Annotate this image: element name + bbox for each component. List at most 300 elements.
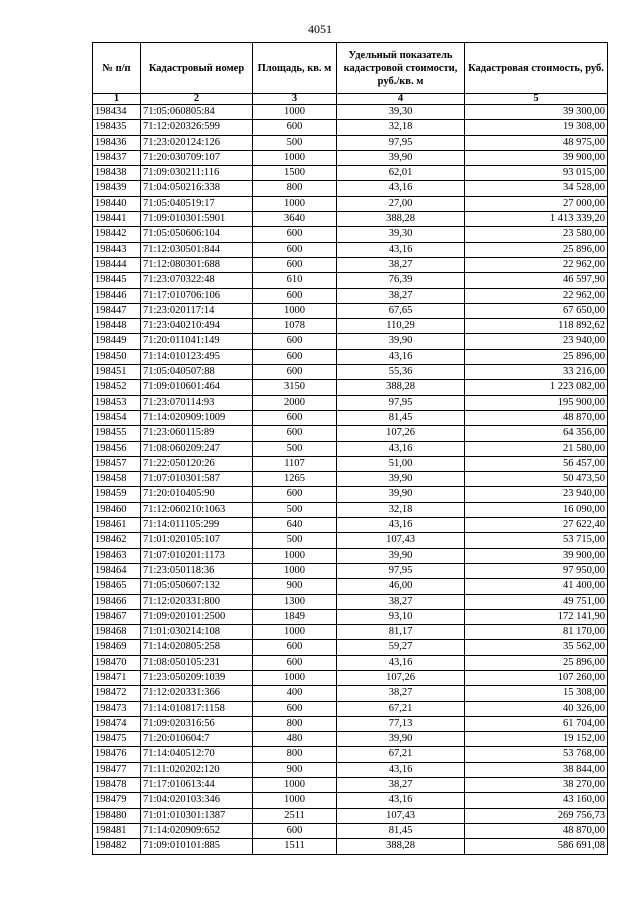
unit-value-cell: 39,30 — [337, 227, 465, 242]
cadastral-value-cell: 19 308,00 — [465, 120, 608, 135]
table-row — [93, 823, 608, 838]
unit-value-cell: 107,26 — [337, 426, 465, 441]
cadastral-value-cell: 23 940,00 — [465, 334, 608, 349]
cadastral-value-cell: 38 844,00 — [465, 762, 608, 777]
area-cell: 1500 — [253, 166, 337, 181]
row-number-cell: 198436 — [93, 135, 141, 150]
unit-value-cell: 39,90 — [337, 150, 465, 165]
table-row — [93, 701, 608, 716]
area-cell: 1300 — [253, 594, 337, 609]
row-number-cell: 198445 — [93, 273, 141, 288]
table-row — [93, 655, 608, 670]
area-cell: 600 — [253, 640, 337, 655]
cadastral-value-cell: 81 170,00 — [465, 625, 608, 640]
table-row — [93, 747, 608, 762]
table-row — [93, 365, 608, 380]
table-row — [93, 670, 608, 685]
table-row — [93, 762, 608, 777]
row-number-cell: 198477 — [93, 762, 141, 777]
row-number-cell: 198443 — [93, 242, 141, 257]
cadastral-number-cell: 71:12:020326:599 — [141, 120, 253, 135]
cadastral-number-cell: 71:20:011041:149 — [141, 334, 253, 349]
cadastral-value-cell: 40 326,00 — [465, 701, 608, 716]
table-row — [93, 548, 608, 563]
row-number-cell: 198461 — [93, 518, 141, 533]
cadastral-number-cell: 71:05:040507:88 — [141, 365, 253, 380]
table-row — [93, 181, 608, 196]
area-cell: 1000 — [253, 670, 337, 685]
table-row — [93, 502, 608, 517]
row-number-cell: 198448 — [93, 319, 141, 334]
cadastral-value-cell: 61 704,00 — [465, 716, 608, 731]
cadastral-value-cell: 23 580,00 — [465, 227, 608, 242]
cadastral-number-cell: 71:09:030211:116 — [141, 166, 253, 181]
row-number-cell: 198482 — [93, 839, 141, 854]
table-body — [93, 105, 608, 855]
cadastral-value-cell: 27 000,00 — [465, 196, 608, 211]
unit-value-cell: 43,16 — [337, 181, 465, 196]
area-cell: 800 — [253, 747, 337, 762]
cadastral-number-cell: 71:23:060115:89 — [141, 426, 253, 441]
cadastral-number-cell: 71:14:011105:299 — [141, 518, 253, 533]
page-number: 4051 — [308, 22, 332, 36]
table-row — [93, 487, 608, 502]
cadastral-number-cell: 71:20:010405:90 — [141, 487, 253, 502]
row-number-cell: 198466 — [93, 594, 141, 609]
unit-value-cell: 55,36 — [337, 365, 465, 380]
area-cell: 400 — [253, 686, 337, 701]
unit-value-cell: 43,16 — [337, 518, 465, 533]
cadastral-value-cell: 38 270,00 — [465, 778, 608, 793]
area-cell: 600 — [253, 257, 337, 272]
cadastral-number-cell: 71:04:050216:338 — [141, 181, 253, 196]
unit-value-cell: 81,17 — [337, 625, 465, 640]
row-number-cell: 198462 — [93, 533, 141, 548]
cadastral-number-cell: 71:08:060209:247 — [141, 441, 253, 456]
cadastral-number-cell: 71:01:020105:107 — [141, 533, 253, 548]
column-number: 2 — [141, 94, 253, 105]
unit-value-cell: 67,21 — [337, 747, 465, 762]
row-number-cell: 198471 — [93, 670, 141, 685]
table-row — [93, 227, 608, 242]
row-number-cell: 198460 — [93, 502, 141, 517]
unit-value-cell: 97,95 — [337, 395, 465, 410]
cadastral-value-cell: 43 160,00 — [465, 793, 608, 808]
cadastral-value-cell: 35 562,00 — [465, 640, 608, 655]
row-number-cell: 198457 — [93, 456, 141, 471]
cadastral-value-cell: 25 896,00 — [465, 655, 608, 670]
row-number-cell: 198467 — [93, 609, 141, 624]
cadastral-number-cell: 71:23:050118:36 — [141, 563, 253, 578]
cadastral-value-cell: 15 308,00 — [465, 686, 608, 701]
area-cell: 640 — [253, 518, 337, 533]
cadastral-value-cell: 93 015,00 — [465, 166, 608, 181]
cadastral-number-cell: 71:23:040210:494 — [141, 319, 253, 334]
area-cell: 1000 — [253, 778, 337, 793]
cadastral-number-cell: 71:14:020909:1009 — [141, 410, 253, 425]
area-cell: 2000 — [253, 395, 337, 410]
row-number-cell: 198475 — [93, 732, 141, 747]
cadastral-number-cell: 71:05:050607:132 — [141, 579, 253, 594]
row-number-cell: 198468 — [93, 625, 141, 640]
cadastral-value-cell: 118 892,62 — [465, 319, 608, 334]
cadastral-value-cell: 48 975,00 — [465, 135, 608, 150]
row-number-cell: 198435 — [93, 120, 141, 135]
table-row — [93, 625, 608, 640]
table-row — [93, 105, 608, 120]
row-number-cell: 198469 — [93, 640, 141, 655]
cadastral-number-cell: 71:23:070322:48 — [141, 273, 253, 288]
cadastral-value-cell: 22 962,00 — [465, 288, 608, 303]
header-row — [93, 43, 608, 94]
cadastral-number-cell: 71:23:020117:14 — [141, 303, 253, 318]
cadastral-value-cell: 64 356,00 — [465, 426, 608, 441]
column-number-row — [93, 94, 608, 105]
area-cell: 2511 — [253, 808, 337, 823]
column-number: 4 — [337, 94, 465, 105]
area-cell: 1000 — [253, 793, 337, 808]
area-cell: 600 — [253, 655, 337, 670]
unit-value-cell: 39,90 — [337, 548, 465, 563]
cadastral-value-cell: 195 900,00 — [465, 395, 608, 410]
row-number-cell: 198459 — [93, 487, 141, 502]
table-row — [93, 196, 608, 211]
cadastral-value-cell: 53 768,00 — [465, 747, 608, 762]
cadastral-value-cell: 107 260,00 — [465, 670, 608, 685]
row-number-cell: 198470 — [93, 655, 141, 670]
cadastral-value-cell: 25 896,00 — [465, 349, 608, 364]
table-row — [93, 120, 608, 135]
unit-value-cell: 32,18 — [337, 120, 465, 135]
table-row — [93, 380, 608, 395]
cadastral-number-cell: 71:08:050105:231 — [141, 655, 253, 670]
row-number-cell: 198452 — [93, 380, 141, 395]
header-unit-value: Удельный показатель кадастровой стоимости, руб./кв. м — [337, 43, 465, 94]
row-number-cell: 198437 — [93, 150, 141, 165]
cadastral-number-cell: 71:05:040519:17 — [141, 196, 253, 211]
cadastral-value-cell: 48 870,00 — [465, 823, 608, 838]
area-cell: 600 — [253, 823, 337, 838]
unit-value-cell: 388,28 — [337, 212, 465, 227]
row-number-cell: 198481 — [93, 823, 141, 838]
unit-value-cell: 51,00 — [337, 456, 465, 471]
table-row — [93, 257, 608, 272]
row-number-cell: 198440 — [93, 196, 141, 211]
area-cell: 1849 — [253, 609, 337, 624]
row-number-cell: 198456 — [93, 441, 141, 456]
unit-value-cell: 43,16 — [337, 655, 465, 670]
cadastral-number-cell: 71:20:010604:7 — [141, 732, 253, 747]
area-cell: 610 — [253, 273, 337, 288]
table-row — [93, 441, 608, 456]
unit-value-cell: 93,10 — [337, 609, 465, 624]
table-row — [93, 609, 608, 624]
area-cell: 600 — [253, 120, 337, 135]
cadastral-number-cell: 71:11:020202:120 — [141, 762, 253, 777]
area-cell: 600 — [253, 487, 337, 502]
area-cell: 500 — [253, 441, 337, 456]
unit-value-cell: 43,16 — [337, 441, 465, 456]
cadastral-number-cell: 71:12:080301:688 — [141, 257, 253, 272]
area-cell: 3150 — [253, 380, 337, 395]
unit-value-cell: 97,95 — [337, 135, 465, 150]
area-cell: 1000 — [253, 196, 337, 211]
unit-value-cell: 39,90 — [337, 487, 465, 502]
area-cell: 1000 — [253, 303, 337, 318]
row-number-cell: 198478 — [93, 778, 141, 793]
table-row — [93, 426, 608, 441]
unit-value-cell: 110,29 — [337, 319, 465, 334]
row-number-cell: 198472 — [93, 686, 141, 701]
unit-value-cell: 107,43 — [337, 808, 465, 823]
area-cell: 600 — [253, 227, 337, 242]
unit-value-cell: 107,43 — [337, 533, 465, 548]
unit-value-cell: 43,16 — [337, 793, 465, 808]
area-cell: 900 — [253, 762, 337, 777]
area-cell: 800 — [253, 181, 337, 196]
row-number-cell: 198434 — [93, 105, 141, 120]
row-number-cell: 198458 — [93, 472, 141, 487]
table-row — [93, 410, 608, 425]
unit-value-cell: 39,90 — [337, 472, 465, 487]
cadastral-number-cell: 71:09:010101:885 — [141, 839, 253, 854]
table-row — [93, 778, 608, 793]
table-row — [93, 150, 608, 165]
row-number-cell: 198447 — [93, 303, 141, 318]
cadastral-number-cell: 71:12:020331:366 — [141, 686, 253, 701]
unit-value-cell: 97,95 — [337, 563, 465, 578]
row-number-cell: 198463 — [93, 548, 141, 563]
unit-value-cell: 62,01 — [337, 166, 465, 181]
unit-value-cell: 32,18 — [337, 502, 465, 517]
cadastral-number-cell: 71:05:050606:104 — [141, 227, 253, 242]
unit-value-cell: 67,21 — [337, 701, 465, 716]
table-row — [93, 686, 608, 701]
unit-value-cell: 38,27 — [337, 288, 465, 303]
cadastral-number-cell: 71:12:020331:800 — [141, 594, 253, 609]
cadastral-number-cell: 71:23:070114:93 — [141, 395, 253, 410]
table-row — [93, 242, 608, 257]
unit-value-cell: 27,00 — [337, 196, 465, 211]
area-cell: 1265 — [253, 472, 337, 487]
cadastral-value-cell: 1 413 339,20 — [465, 212, 608, 227]
row-number-cell: 198439 — [93, 181, 141, 196]
cadastral-number-cell: 71:17:010706:106 — [141, 288, 253, 303]
table-row — [93, 135, 608, 150]
row-number-cell: 198473 — [93, 701, 141, 716]
area-cell: 1107 — [253, 456, 337, 471]
cadastral-number-cell: 71:05:060805:84 — [141, 105, 253, 120]
table-row — [93, 808, 608, 823]
column-number: 3 — [253, 94, 337, 105]
area-cell: 3640 — [253, 212, 337, 227]
cadastral-number-cell: 71:14:010817:1158 — [141, 701, 253, 716]
row-number-cell: 198438 — [93, 166, 141, 181]
cadastral-value-cell: 586 691,08 — [465, 839, 608, 854]
cadastral-number-cell: 71:09:010301:5901 — [141, 212, 253, 227]
area-cell: 1000 — [253, 105, 337, 120]
unit-value-cell: 388,28 — [337, 380, 465, 395]
unit-value-cell: 107,26 — [337, 670, 465, 685]
cadastral-number-cell: 71:12:030501:844 — [141, 242, 253, 257]
row-number-cell: 198474 — [93, 716, 141, 731]
area-cell: 600 — [253, 365, 337, 380]
unit-value-cell: 38,27 — [337, 257, 465, 272]
table-row — [93, 533, 608, 548]
cadastral-value-cell: 56 457,00 — [465, 456, 608, 471]
cadastral-value-cell: 50 473,50 — [465, 472, 608, 487]
unit-value-cell: 81,45 — [337, 823, 465, 838]
area-cell: 600 — [253, 426, 337, 441]
cadastral-value-cell: 269 756,73 — [465, 808, 608, 823]
row-number-cell: 198465 — [93, 579, 141, 594]
unit-value-cell: 46,00 — [337, 579, 465, 594]
header-cadastral-number: Кадастровый номер — [141, 43, 253, 94]
area-cell: 800 — [253, 716, 337, 731]
unit-value-cell: 77,13 — [337, 716, 465, 731]
cadastral-value-cell: 67 650,00 — [465, 303, 608, 318]
cadastral-number-cell: 71:01:010301:1387 — [141, 808, 253, 823]
table-row — [93, 732, 608, 747]
cadastral-number-cell: 71:14:010123:495 — [141, 349, 253, 364]
header-row-number: № п/п — [93, 43, 141, 94]
unit-value-cell: 38,27 — [337, 778, 465, 793]
cadastral-value-cell: 22 962,00 — [465, 257, 608, 272]
cadastral-number-cell: 71:09:020316:56 — [141, 716, 253, 731]
cadastral-number-cell: 71:14:020805:258 — [141, 640, 253, 655]
cadastral-value-cell: 46 597,90 — [465, 273, 608, 288]
row-number-cell: 198476 — [93, 747, 141, 762]
table-row — [93, 212, 608, 227]
area-cell: 480 — [253, 732, 337, 747]
cadastral-number-cell: 71:01:030214:108 — [141, 625, 253, 640]
area-cell: 1000 — [253, 625, 337, 640]
cadastral-number-cell: 71:23:050209:1039 — [141, 670, 253, 685]
unit-value-cell: 43,16 — [337, 762, 465, 777]
table-row — [93, 349, 608, 364]
unit-value-cell: 39,90 — [337, 334, 465, 349]
cadastral-number-cell: 71:14:040512:70 — [141, 747, 253, 762]
cadastral-number-cell: 71:04:020103:346 — [141, 793, 253, 808]
area-cell: 600 — [253, 334, 337, 349]
row-number-cell: 198449 — [93, 334, 141, 349]
area-cell: 1078 — [253, 319, 337, 334]
area-cell: 1000 — [253, 150, 337, 165]
row-number-cell: 198479 — [93, 793, 141, 808]
table-row — [93, 563, 608, 578]
column-number: 5 — [465, 94, 608, 105]
cadastral-value-cell: 16 090,00 — [465, 502, 608, 517]
table-row — [93, 456, 608, 471]
cadastral-number-cell: 71:20:030709:107 — [141, 150, 253, 165]
table-row — [93, 716, 608, 731]
cadastral-value-cell: 53 715,00 — [465, 533, 608, 548]
area-cell: 1000 — [253, 548, 337, 563]
area-cell: 600 — [253, 701, 337, 716]
header-cadastral-value: Кадастровая стоимость, руб. — [465, 43, 608, 94]
header-area: Площадь, кв. м — [253, 43, 337, 94]
table-row — [93, 273, 608, 288]
cadastral-number-cell: 71:17:010613:44 — [141, 778, 253, 793]
cadastral-number-cell: 71:23:020124:126 — [141, 135, 253, 150]
cadastral-value-cell: 49 751,00 — [465, 594, 608, 609]
row-number-cell: 198442 — [93, 227, 141, 242]
cadastral-value-cell: 33 216,00 — [465, 365, 608, 380]
unit-value-cell: 43,16 — [337, 349, 465, 364]
table-row — [93, 793, 608, 808]
table-row — [93, 319, 608, 334]
area-cell: 600 — [253, 242, 337, 257]
row-number-cell: 198441 — [93, 212, 141, 227]
table-row — [93, 594, 608, 609]
cadastral-value-cell: 48 870,00 — [465, 410, 608, 425]
cadastral-number-cell: 71:07:010201:1173 — [141, 548, 253, 563]
table-row — [93, 839, 608, 854]
cadastral-value-cell: 39 300,00 — [465, 105, 608, 120]
unit-value-cell: 76,39 — [337, 273, 465, 288]
area-cell: 1000 — [253, 563, 337, 578]
table-row — [93, 579, 608, 594]
cadastral-value-cell: 21 580,00 — [465, 441, 608, 456]
area-cell: 500 — [253, 502, 337, 517]
area-cell: 600 — [253, 349, 337, 364]
unit-value-cell: 81,45 — [337, 410, 465, 425]
table-row — [93, 166, 608, 181]
row-number-cell: 198455 — [93, 426, 141, 441]
cadastral-value-cell: 25 896,00 — [465, 242, 608, 257]
unit-value-cell: 67,65 — [337, 303, 465, 318]
area-cell: 900 — [253, 579, 337, 594]
cadastral-value-cell: 97 950,00 — [465, 563, 608, 578]
cadastral-value-cell: 39 900,00 — [465, 548, 608, 563]
cadastral-value-cell: 39 900,00 — [465, 150, 608, 165]
unit-value-cell: 38,27 — [337, 594, 465, 609]
cadastral-number-cell: 71:09:020101:2500 — [141, 609, 253, 624]
cadastral-value-cell: 27 622,40 — [465, 518, 608, 533]
row-number-cell: 198480 — [93, 808, 141, 823]
unit-value-cell: 43,16 — [337, 242, 465, 257]
cadastral-number-cell: 71:07:010301:587 — [141, 472, 253, 487]
area-cell: 1511 — [253, 839, 337, 854]
table-row — [93, 472, 608, 487]
table-row — [93, 640, 608, 655]
unit-value-cell: 59,27 — [337, 640, 465, 655]
row-number-cell: 198446 — [93, 288, 141, 303]
cadastral-value-cell: 19 152,00 — [465, 732, 608, 747]
cadastral-value-cell: 34 528,00 — [465, 181, 608, 196]
row-number-cell: 198453 — [93, 395, 141, 410]
unit-value-cell: 38,27 — [337, 686, 465, 701]
unit-value-cell: 39,90 — [337, 732, 465, 747]
table-row — [93, 395, 608, 410]
row-number-cell: 198444 — [93, 257, 141, 272]
area-cell: 600 — [253, 410, 337, 425]
cadastral-value-cell: 23 940,00 — [465, 487, 608, 502]
area-cell: 500 — [253, 533, 337, 548]
cadastral-number-cell: 71:12:060210:1063 — [141, 502, 253, 517]
table-row — [93, 518, 608, 533]
cadastral-value-table — [92, 42, 608, 855]
cadastral-value-cell: 1 223 082,00 — [465, 380, 608, 395]
cadastral-value-cell: 41 400,00 — [465, 579, 608, 594]
cadastral-value-cell: 172 141,90 — [465, 609, 608, 624]
row-number-cell: 198454 — [93, 410, 141, 425]
table-row — [93, 288, 608, 303]
cadastral-number-cell: 71:22:050120:26 — [141, 456, 253, 471]
area-cell: 500 — [253, 135, 337, 150]
table-row — [93, 334, 608, 349]
table-row — [93, 303, 608, 318]
